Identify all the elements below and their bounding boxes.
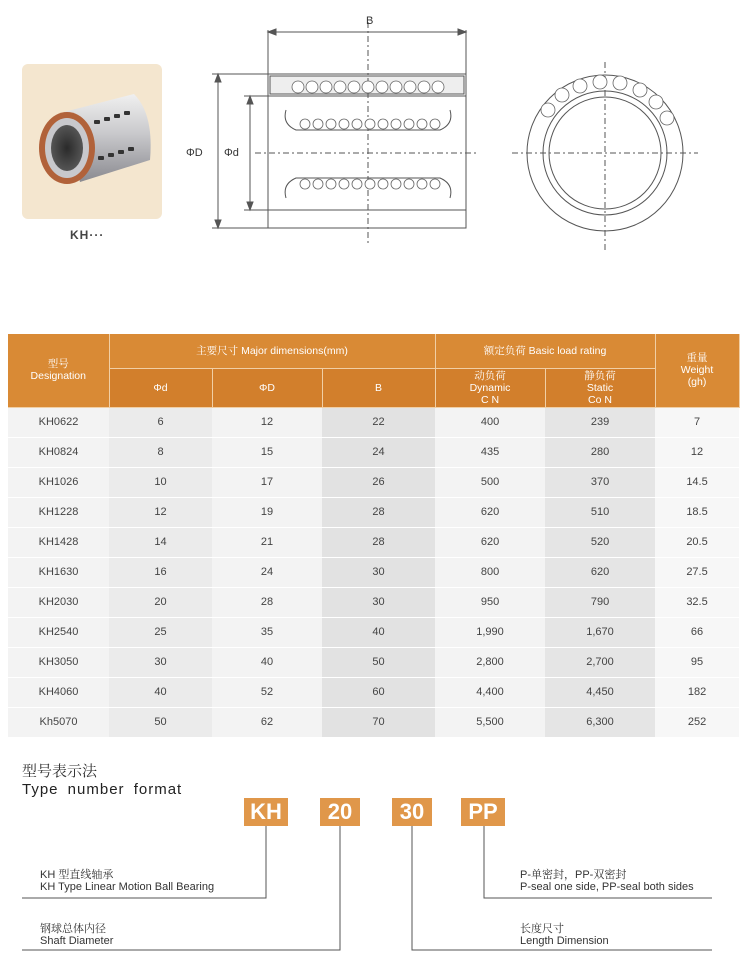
table-cell: 2,800 [435, 647, 545, 677]
header-static-en: Static [586, 381, 614, 394]
header-designation-en: Designation [30, 370, 86, 383]
code-kh-box: KH [244, 798, 288, 826]
table-cell: 790 [545, 587, 655, 617]
table-cell: Kh5070 [8, 707, 109, 737]
table-cell: 800 [435, 557, 545, 587]
header-col-D: ΦD [212, 368, 322, 407]
header-dynamic-sym: C N [480, 393, 500, 406]
table-cell: KH3050 [8, 647, 109, 677]
header-col-B: B [322, 368, 435, 407]
header-static-cn: 静负荷 [584, 369, 616, 382]
label-seal-cn: P-单密封，PP-双密封 [520, 869, 627, 881]
table-cell: 239 [545, 407, 655, 437]
dim-b-label: B [366, 15, 374, 27]
table-cell: 7 [655, 407, 739, 437]
label-shaft-cn: 钢球总体内径 [40, 923, 106, 935]
table-cell: KH2030 [8, 587, 109, 617]
table-cell: 520 [545, 527, 655, 557]
table-cell: 15 [212, 437, 322, 467]
header-static-sym: Co N [588, 393, 612, 406]
table-cell: 28 [212, 587, 322, 617]
header-weight-cn: 重量 [686, 352, 708, 365]
table-cell: 182 [655, 677, 739, 707]
table-cell: 500 [435, 467, 545, 497]
photo-caption: KH··· [70, 228, 105, 242]
table-cell: 32.5 [655, 587, 739, 617]
table-cell: 28 [322, 497, 435, 527]
table-cell: 6,300 [545, 707, 655, 737]
table-cell: 26 [322, 467, 435, 497]
table-cell: KH0824 [8, 437, 109, 467]
label-length-cn: 长度尺寸 [520, 923, 564, 935]
table-cell: KH1428 [8, 527, 109, 557]
dim-inner-label: Φd [224, 147, 239, 159]
table-cell: 18.5 [655, 497, 739, 527]
header-designation-cn: 型号 [47, 358, 69, 371]
table-cell: 14.5 [655, 467, 739, 497]
table-cell: 27.5 [655, 557, 739, 587]
table-cell: 52 [212, 677, 322, 707]
table-cell: 12 [109, 497, 212, 527]
table-cell: 14 [109, 527, 212, 557]
label-kh-en: KH Type Linear Motion Ball Bearing [40, 881, 215, 893]
header-major-dims: 主要尺寸 Major dimensions(mm) [109, 334, 435, 368]
table-cell: 620 [435, 497, 545, 527]
table-cell: 10 [109, 467, 212, 497]
table-cell: 24 [322, 437, 435, 467]
table-cell: 370 [545, 467, 655, 497]
header-dynamic-en: Dynamic [469, 381, 511, 394]
table-cell: 510 [545, 497, 655, 527]
table-cell: 24 [212, 557, 322, 587]
header-load-rating: 额定负荷 Basic load rating [435, 334, 655, 368]
table-cell: 252 [655, 707, 739, 737]
table-cell: 620 [545, 557, 655, 587]
table-cell: 19 [212, 497, 322, 527]
table-cell: 5,500 [435, 707, 545, 737]
table-cell: KH1630 [8, 557, 109, 587]
table-cell: 20 [109, 587, 212, 617]
table-cell: 22 [322, 407, 435, 437]
dim-outer-label: ΦD [186, 147, 203, 159]
table-cell: 2,700 [545, 647, 655, 677]
table-cell: 280 [545, 437, 655, 467]
table-cell: 30 [109, 647, 212, 677]
table-cell: 25 [109, 617, 212, 647]
table-cell: 60 [322, 677, 435, 707]
label-seal-en: P-seal one side, PP-seal both sides [520, 881, 694, 893]
format-title-en: Type number format [22, 781, 183, 798]
table-cell: 95 [655, 647, 739, 677]
table-cell: 17 [212, 467, 322, 497]
table-cell: 12 [212, 407, 322, 437]
table-cell: 1,670 [545, 617, 655, 647]
table-cell: 66 [655, 617, 739, 647]
table-cell: 70 [322, 707, 435, 737]
label-shaft-en: Shaft Diameter [40, 935, 114, 947]
table-cell: KH0622 [8, 407, 109, 437]
label-length-en: Length Dimension [520, 935, 609, 947]
header-col-d: Φd [109, 368, 212, 407]
table-cell: 50 [109, 707, 212, 737]
table-cell: 35 [212, 617, 322, 647]
header-weight-unit: (gh) [687, 376, 707, 389]
code-length-box: 30 [392, 798, 432, 826]
table-cell: 40 [212, 647, 322, 677]
format-title-cn: 型号表示法 [22, 763, 98, 780]
label-kh-cn: KH 型直线轴承 [40, 869, 114, 881]
table-cell: 28 [322, 527, 435, 557]
table-cell: 40 [109, 677, 212, 707]
table-cell: 20.5 [655, 527, 739, 557]
table-cell: 62 [212, 707, 322, 737]
table-cell: 40 [322, 617, 435, 647]
header-weight-en: Weight [680, 364, 714, 377]
table-cell: KH4060 [8, 677, 109, 707]
table-cell: 8 [109, 437, 212, 467]
table-cell: 4,400 [435, 677, 545, 707]
table-cell: 30 [322, 557, 435, 587]
table-cell: 950 [435, 587, 545, 617]
table-cell: 21 [212, 527, 322, 557]
code-shaft-box: 20 [320, 798, 360, 826]
table-cell: KH1026 [8, 467, 109, 497]
table-cell: KH2540 [8, 617, 109, 647]
table-cell: 435 [435, 437, 545, 467]
table-cell: 30 [322, 587, 435, 617]
table-cell: 1,990 [435, 617, 545, 647]
code-seal-box: PP [461, 798, 505, 826]
table-cell: 50 [322, 647, 435, 677]
table-cell: 400 [435, 407, 545, 437]
table-cell: 16 [109, 557, 212, 587]
table-cell: 12 [655, 437, 739, 467]
table-cell: 620 [435, 527, 545, 557]
header-dynamic-cn: 动负荷 [474, 369, 506, 382]
table-cell: 4,450 [545, 677, 655, 707]
table-cell: 6 [109, 407, 212, 437]
table-cell: KH1228 [8, 497, 109, 527]
